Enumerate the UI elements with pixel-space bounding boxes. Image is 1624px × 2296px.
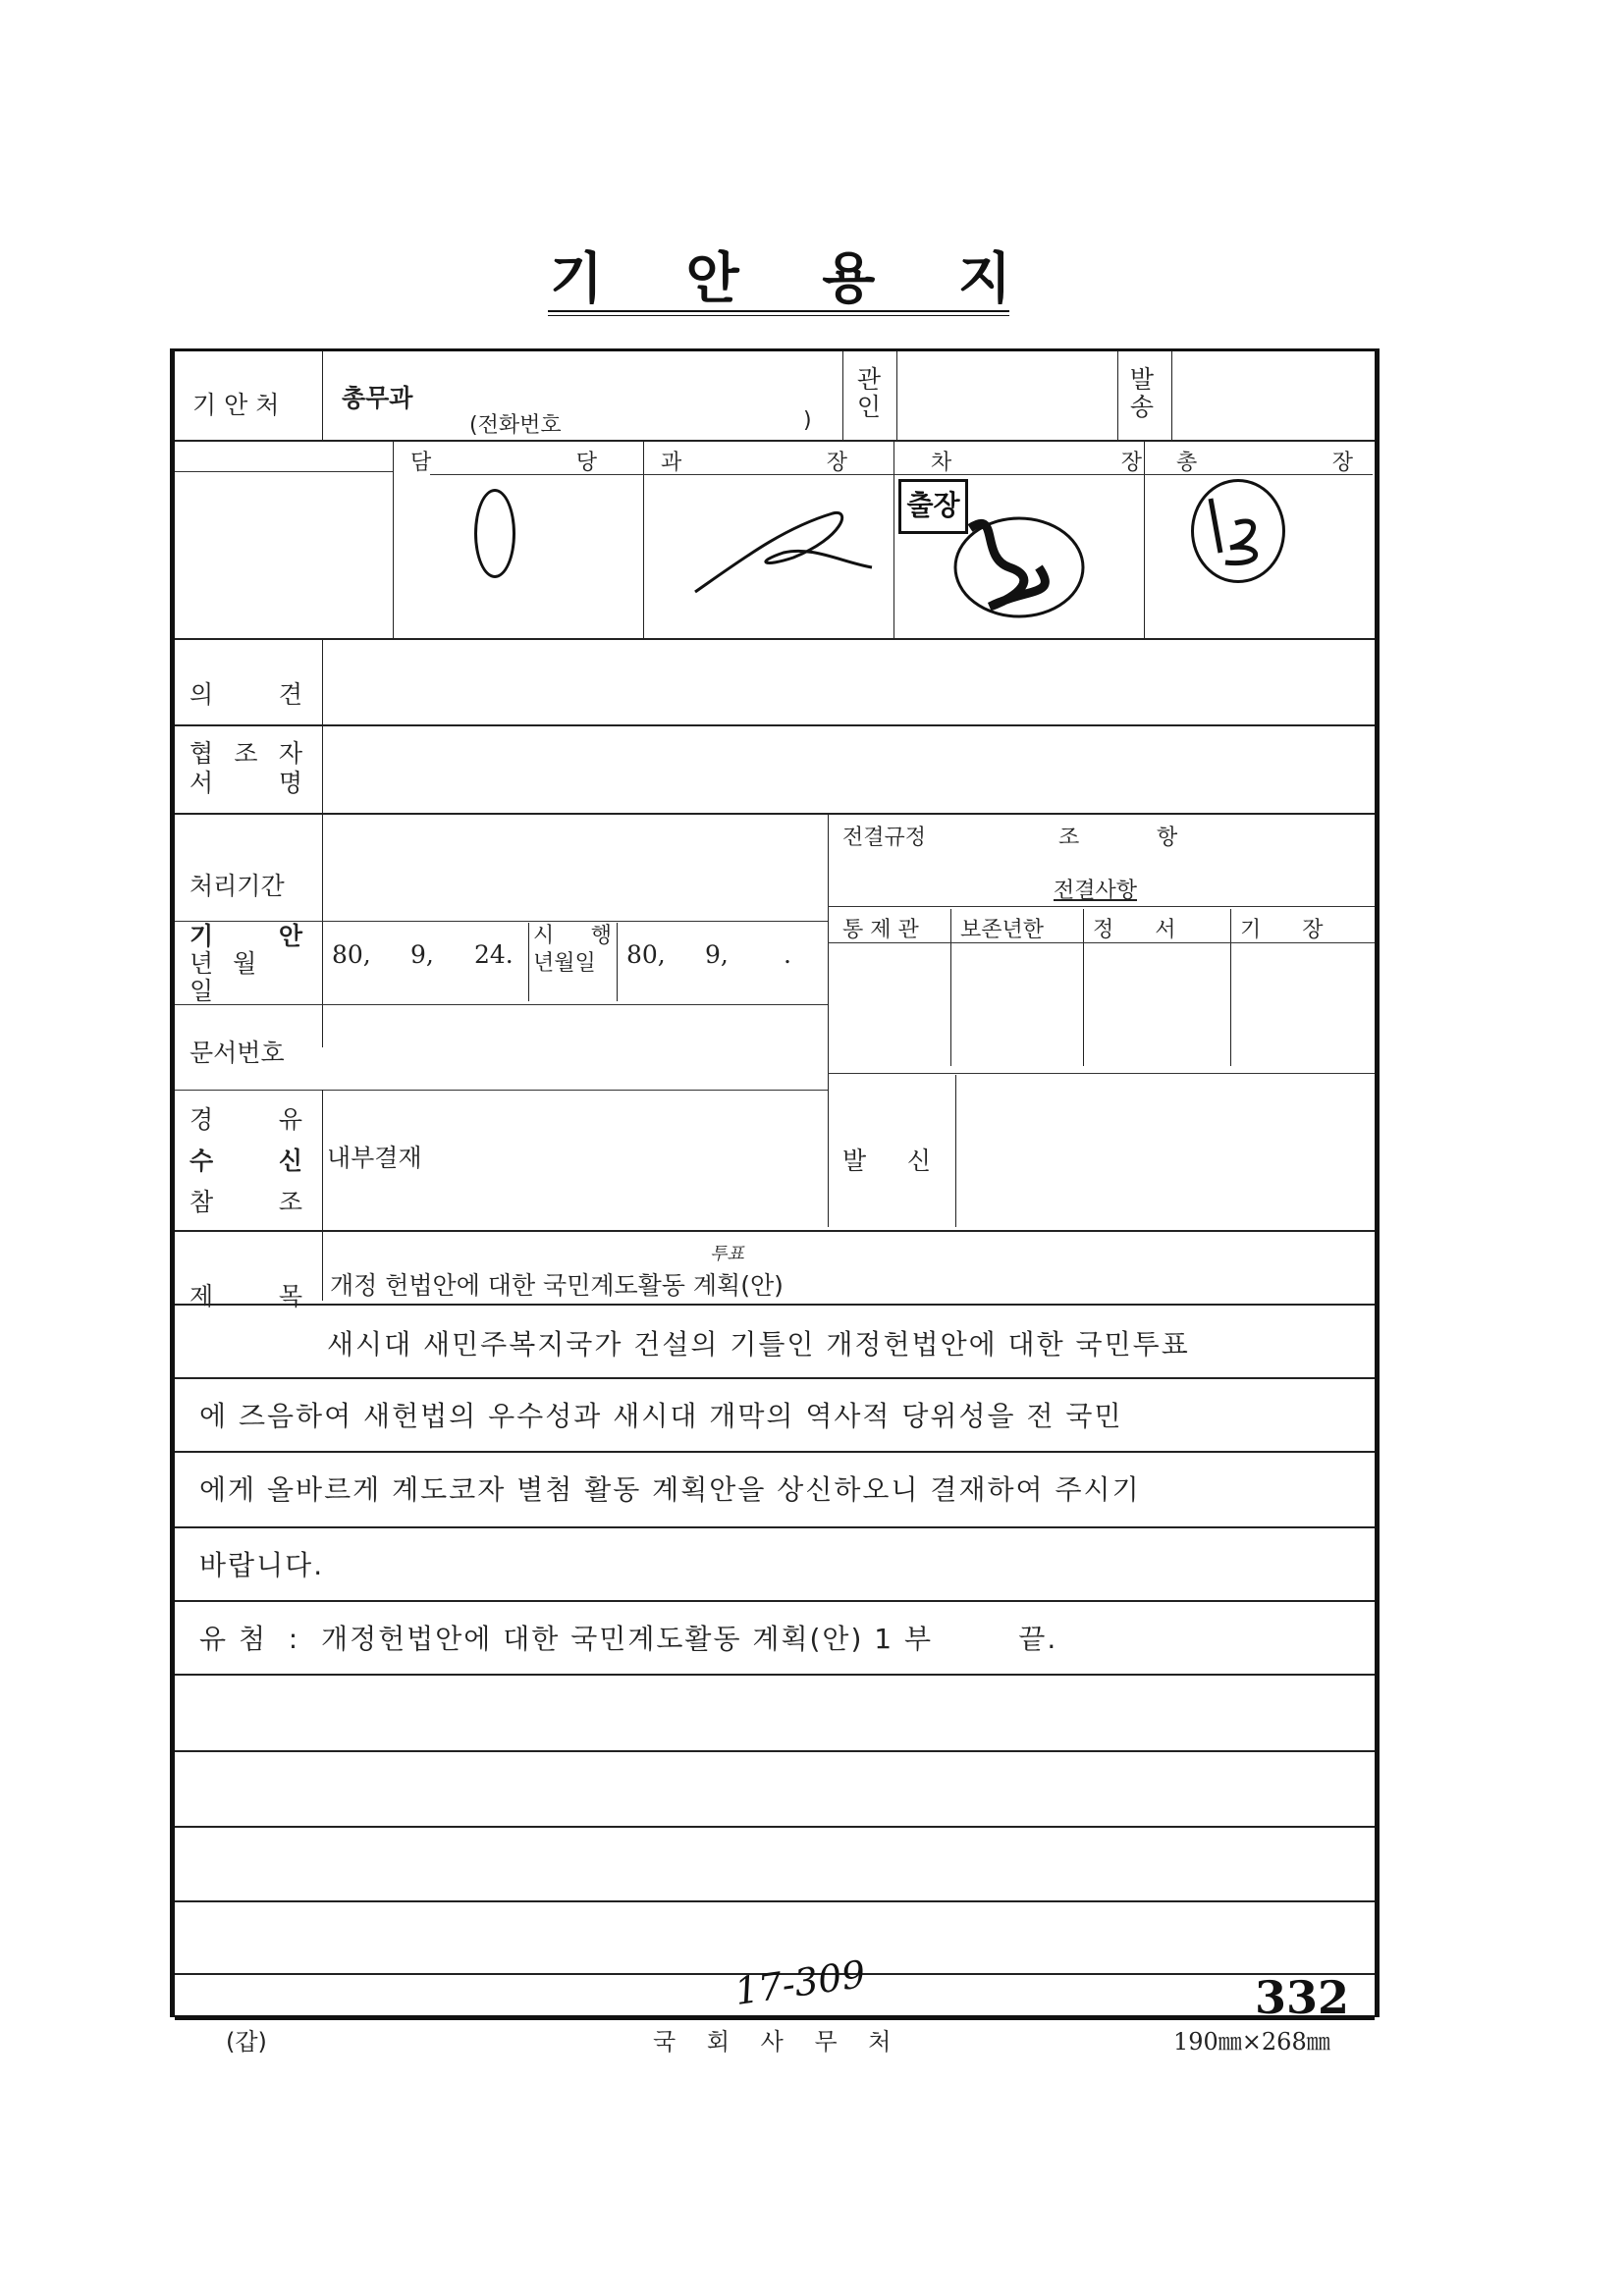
label-char: 경 (189, 1105, 214, 1134)
approval-col-char: 당 (575, 451, 597, 475)
paper-size: 190㎜×268㎜ (1173, 2028, 1330, 2056)
approval-col-char: 총 (1176, 451, 1198, 475)
approval-col-char: 과 (661, 451, 682, 475)
document-number-label: 문서번호 (189, 1039, 285, 1067)
row-divider (175, 813, 1375, 815)
phone-close: ) (803, 408, 812, 433)
draft-date-month: 9, (410, 940, 434, 969)
label-char: 서 (189, 769, 214, 797)
delegation-article-label: 조 (1058, 826, 1080, 850)
label-char: 시 (533, 924, 555, 948)
divider (1117, 351, 1118, 440)
label-char: 제 (189, 1282, 214, 1310)
routing-labels (189, 1099, 302, 1223)
issuer: 국 회 사 무 처 (653, 2028, 903, 2056)
divider (842, 351, 843, 440)
dispatch-label-char: 발 (1129, 365, 1155, 394)
label-char: 신 (906, 1147, 931, 1175)
approval-col-section-chief (661, 446, 847, 476)
cooperator-label (189, 739, 302, 798)
divider (950, 909, 951, 1066)
row-divider (828, 906, 1375, 907)
seal-stamp-icon (474, 489, 515, 578)
label-char: 의 (189, 680, 214, 709)
divider (1083, 909, 1084, 1066)
row-divider (175, 1674, 1375, 1676)
subject-insertion: 투표 (710, 1244, 744, 1264)
label-char: 기 (189, 922, 214, 950)
body-line: 바랍니다. (199, 1549, 325, 1581)
row-divider (175, 724, 1375, 726)
title-char: 기 (550, 247, 604, 311)
label-text: 년월일 (533, 951, 596, 976)
handwritten-number: 17-309 (731, 1951, 869, 2014)
row-divider (175, 1377, 1375, 1379)
row-divider (828, 942, 1375, 943)
drafter-value: 총무과 (342, 384, 413, 412)
label-char: 신 (278, 1147, 302, 1175)
retention-period-label: 보존년한 (960, 918, 1045, 942)
divider (893, 442, 894, 638)
divider (322, 640, 323, 1047)
label-char: 안 (278, 922, 302, 950)
label-char: 견 (278, 680, 302, 709)
label-char: 수 (189, 1147, 214, 1175)
approval-col-char: 담 (410, 451, 432, 475)
divider (828, 815, 829, 1227)
opinion-label (189, 675, 302, 711)
title-char: 용 (822, 247, 876, 311)
row-divider (175, 1600, 1375, 1602)
row-divider (175, 1004, 828, 1005)
signature-icon (950, 499, 1088, 626)
row-divider (175, 440, 1375, 442)
divider (643, 442, 644, 638)
draft-date-label (189, 923, 302, 1005)
row-divider (175, 1090, 828, 1091)
body-line: 에게 올바르게 계도코자 별첨 활동 계획안을 상신하오니 결재하여 주시기 (199, 1473, 1141, 1506)
label-char: 자 (278, 739, 302, 768)
signature-icon (685, 508, 882, 597)
row-divider (175, 1230, 1375, 1232)
approval-col-char: 차 (931, 451, 952, 475)
row-divider (175, 1526, 1375, 1528)
row-divider (175, 1451, 1375, 1453)
divider (322, 1090, 323, 1232)
divider (896, 351, 897, 440)
approval-col-char: 장 (1120, 451, 1142, 475)
page-number: 332 (1255, 1971, 1350, 2024)
divider (393, 442, 394, 638)
divider (1144, 442, 1145, 638)
divider (322, 1232, 323, 1301)
attachment-line: 유 첨 : 개정헌법안에 대한 국민계도활동 계획(안) 1 부 끝. (199, 1623, 1058, 1655)
divider (322, 351, 323, 440)
label-text: 년 월 일 (189, 949, 263, 1005)
body-line: 에 즈음하여 새헌법의 우수성과 새시대 개막의 역사적 당위성을 전 국민 (199, 1400, 1123, 1432)
label-char: 유 (278, 1105, 302, 1134)
delegation-rule-label: 전결규정 (842, 826, 927, 850)
dispatch-label (1127, 366, 1157, 421)
label-char: 발 (842, 1147, 867, 1175)
enforce-date-day: . (784, 940, 791, 969)
body-line: 새시대 새민주복지국가 건설의 기틀인 개정헌법안에 대한 국민투표 (327, 1328, 1190, 1361)
row-divider (430, 474, 1373, 475)
delegation-clause-label: 항 (1157, 826, 1178, 850)
draft-date-day: 24. (474, 940, 514, 969)
label-char: 협 (189, 739, 214, 768)
row-divider (175, 471, 393, 472)
phone-label: (전화번호 (469, 413, 562, 438)
processing-period-label: 처리기간 (189, 872, 285, 900)
form-bottom-border (175, 2015, 1375, 2020)
dispatch-label-char: 송 (1129, 393, 1155, 421)
sender-label (842, 1142, 931, 1177)
subject-value: 개정 헌법안에 대한 국민계도활동 계획(안) (330, 1271, 784, 1300)
seal-label-char: 관 (856, 365, 882, 394)
row-divider (175, 1750, 1375, 1752)
control-officer-label: 통 제 관 (842, 918, 919, 942)
row-divider (175, 921, 828, 922)
approval-col-secretary-general (1176, 446, 1353, 476)
draft-form (170, 348, 1380, 2024)
enforce-date-label (533, 923, 612, 978)
divider (1171, 351, 1172, 440)
approval-col-deputy (931, 446, 1142, 476)
business-trip-stamp: 출장 (898, 479, 968, 534)
approval-col-char: 장 (826, 451, 847, 475)
title-underline-secondary (548, 315, 1009, 316)
row-divider (175, 1304, 1375, 1306)
drafter-label: 기 안 처 (192, 391, 280, 419)
enforce-date-year: 80, (626, 940, 666, 969)
subject-label (189, 1223, 302, 1312)
approval-col-staff (410, 446, 597, 476)
row-divider (175, 1900, 1375, 1902)
label-char: 명 (278, 769, 302, 797)
divider (617, 923, 618, 1001)
title-underline (548, 310, 1009, 312)
divider (528, 923, 529, 1001)
recipient-value: 내부결재 (327, 1144, 422, 1172)
seal-label (854, 366, 884, 421)
row-divider (175, 638, 1375, 640)
row-divider (175, 1826, 1375, 1828)
title-char: 안 (685, 247, 739, 311)
signature-icon (1196, 494, 1274, 572)
record-label: 기 장 (1240, 918, 1324, 942)
row-divider (828, 1073, 1375, 1074)
label-char: 행 (590, 924, 612, 948)
label-char: 조 (278, 1188, 302, 1216)
approval-col-char: 장 (1331, 451, 1353, 475)
enforce-date-month: 9, (705, 940, 729, 969)
label-char: 목 (278, 1282, 302, 1310)
label-char: 참 (189, 1188, 214, 1216)
divider (1230, 909, 1231, 1066)
form-type: (갑) (226, 2028, 267, 2056)
title-char: 지 (957, 247, 1011, 311)
fair-copy-label: 정 서 (1093, 918, 1176, 942)
delegation-items-label: 전결사항 (1054, 879, 1138, 903)
seal-label-char: 인 (856, 393, 882, 421)
label-char: 조 (234, 739, 258, 768)
draft-date-year: 80, (332, 940, 371, 969)
divider (955, 1075, 956, 1227)
document-title (550, 240, 1011, 309)
